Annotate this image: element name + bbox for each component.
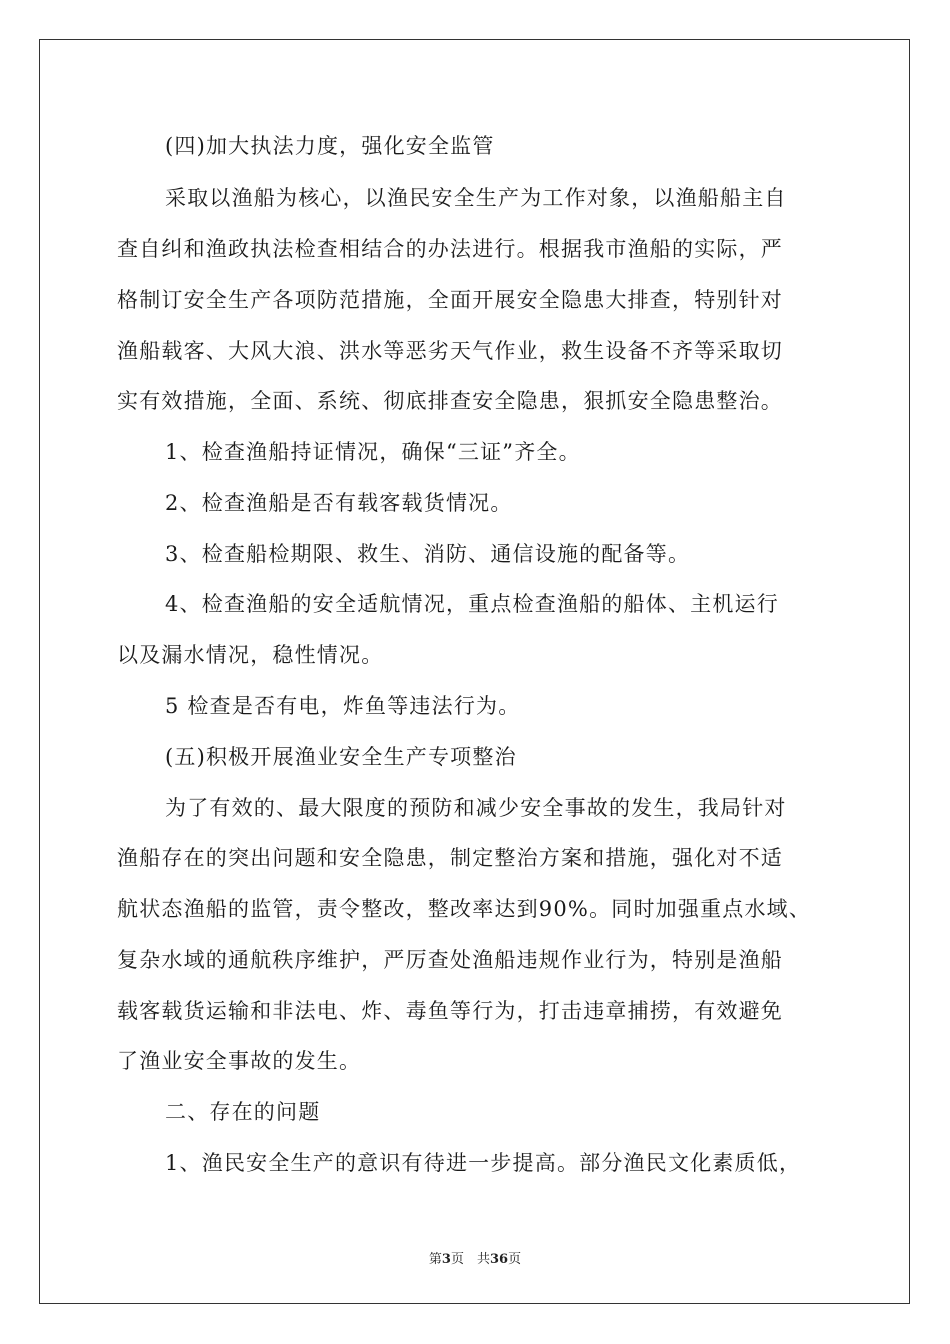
paragraph-line: 格制订安全生产各项防范措施，全面开展安全隐患大排查，特别针对 — [117, 288, 783, 312]
footer-total-pages: 36 — [489, 1252, 509, 1267]
footer-prefix: 第 — [428, 1252, 442, 1267]
list-item-continuation: 以及漏水情况，稳性情况。 — [117, 643, 384, 667]
paragraph-line: 查自纠和渔政执法检查相结合的办法进行。根据我市渔船的实际，严 — [117, 237, 783, 261]
list-item: 4、检查渔船的安全适航情况，重点检查渔船的船体、主机运行 — [165, 592, 779, 616]
page-footer — [0, 1248, 950, 1267]
paragraph-line: 为了有效的、最大限度的预防和减少安全事故的发生，我局针对 — [165, 796, 787, 820]
paragraph-line: 了渔业安全事故的发生。 — [117, 1049, 362, 1073]
footer-middle: 页 共 — [450, 1252, 490, 1267]
paragraph-line: 采取以渔船为核心，以渔民安全生产为工作对象，以渔船船主自 — [165, 186, 787, 210]
footer-page-number: 3 — [441, 1252, 451, 1267]
paragraph-line: 航状态渔船的监管，责令整改，整改率达到90%。同时加强重点水域、 — [117, 897, 812, 921]
paragraph-line: 渔船存在的突出问题和安全隐患，制定整治方案和措施，强化对不适 — [117, 846, 783, 870]
paragraph-line: 复杂水域的通航秩序维护，严厉查处渔船违规作业行为，特别是渔船 — [117, 948, 783, 972]
section-heading-5: (五)积极开展渔业安全生产专项整治 — [165, 745, 517, 769]
list-item: 5 检查是否有电，炸鱼等违法行为。 — [165, 694, 521, 718]
list-item: 2、检查渔船是否有载客载货情况。 — [165, 491, 513, 515]
list-item: 3、检查船检期限、救生、消防、通信设施的配备等。 — [165, 542, 691, 566]
list-item: 1、检查渔船持证情况，确保“三证”齐全。 — [165, 440, 581, 464]
section-heading-2: 二、存在的问题 — [165, 1100, 321, 1124]
footer-suffix: 页 — [508, 1252, 522, 1267]
paragraph-line: 载客载货运输和非法电、炸、毒鱼等行为，打击违章捕捞，有效避免 — [117, 999, 783, 1023]
paragraph-line: 渔船载客、大风大浪、洪水等恶劣天气作业，救生设备不齐等采取切 — [117, 339, 783, 363]
paragraph-line: 实有效措施，全面、系统、彻底排查安全隐患，狠抓安全隐患整治。 — [117, 389, 783, 413]
section-heading-4: (四)加大执法力度，强化安全监管 — [165, 134, 495, 158]
list-item: 1、渔民安全生产的意识有待进一步提高。部分渔民文化素质低， — [165, 1151, 802, 1175]
